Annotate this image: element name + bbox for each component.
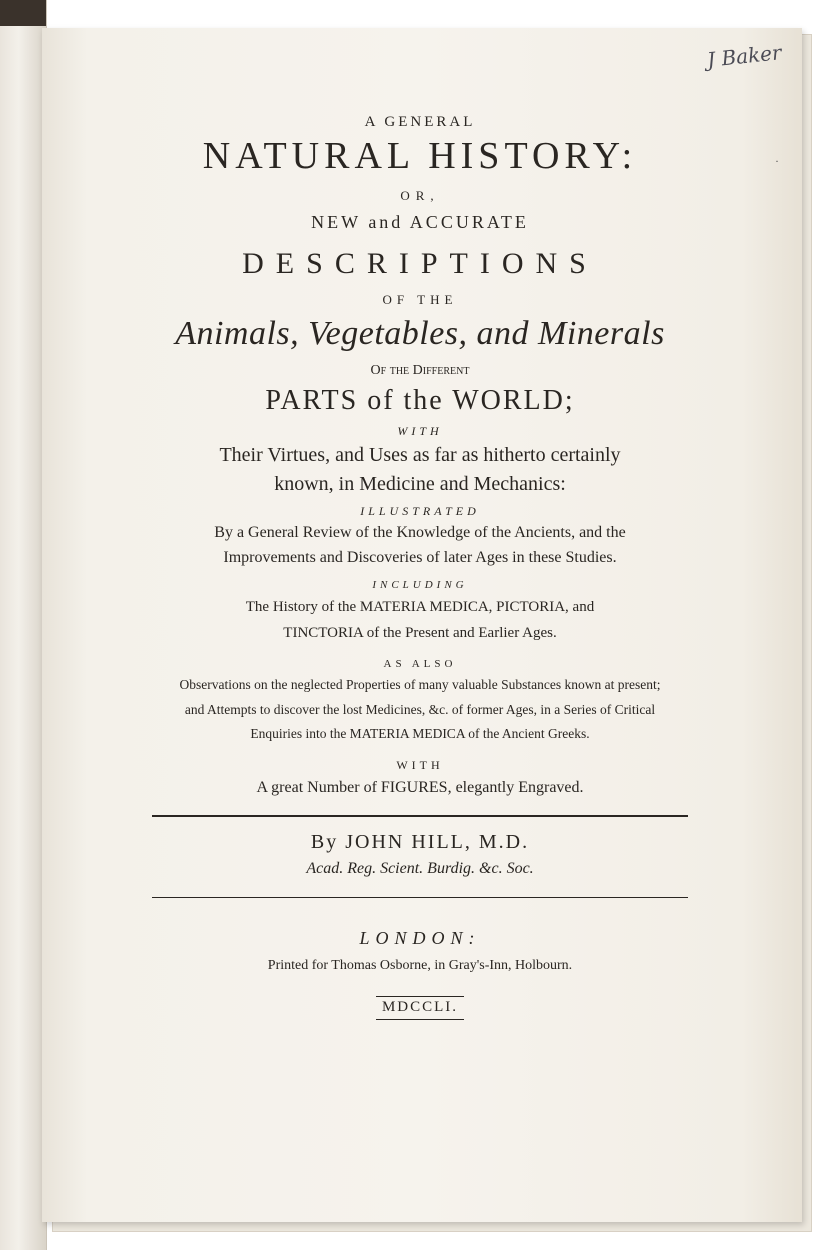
imprint-date: MDCCLI. bbox=[376, 996, 464, 1019]
title-descriptions: DESCRIPTIONS bbox=[242, 246, 598, 280]
academy-line: Acad. Reg. Scient. Burdig. &c. Soc. bbox=[306, 860, 534, 878]
title-of-different: Of the Different bbox=[370, 363, 470, 379]
cover-corner bbox=[0, 0, 46, 26]
history-line-1: The History of the MATERIA MEDICA, PICTORIA, and bbox=[245, 599, 595, 616]
title-as-also: AS ALSO bbox=[383, 657, 457, 670]
main-title: NATURAL HISTORY: bbox=[202, 135, 638, 178]
title-page bbox=[42, 28, 802, 1222]
review-line-1: By a General Review of the Knowledge of the Ancients, and the bbox=[214, 523, 626, 541]
observations-line-2: and Attempts to discover the lost Medicines, &c. of former Ages, in a Series of Critical bbox=[184, 701, 656, 717]
subtitle-a-general: A GENERAL bbox=[364, 114, 476, 130]
page-mark: · bbox=[775, 154, 779, 168]
title-of-the: OF THE bbox=[382, 292, 458, 308]
imprint-london: LONDON: bbox=[359, 927, 481, 948]
title-or: OR, bbox=[400, 187, 440, 203]
rule-bottom bbox=[152, 897, 688, 898]
figures-line: A great Number of FIGURES, elegantly Engraved. bbox=[256, 778, 584, 796]
rule-top bbox=[152, 815, 688, 817]
title-animals: Animals, Vegetables, and Minerals bbox=[175, 315, 665, 352]
author-line: By JOHN HILL, M.D. bbox=[310, 831, 530, 854]
title-new-accurate: NEW and ACCURATE bbox=[311, 211, 529, 232]
handwritten-signature: J Baker bbox=[706, 40, 784, 72]
title-parts-world: PARTS of the WORLD; bbox=[265, 385, 575, 417]
title-with: WITH bbox=[397, 424, 443, 439]
review-line-2: Improvements and Discoveries of later Ages in these Studies. bbox=[223, 548, 617, 566]
book-spine bbox=[0, 0, 47, 1250]
history-line-2: TINCTORIA of the Present and Earlier Ages. bbox=[283, 625, 557, 642]
imprint-printer: Printed for Thomas Osborne, in Gray's-Inn, Holbourn. bbox=[267, 958, 573, 974]
virtues-line-1: Their Virtues, and Uses as far as hitherto certainly bbox=[219, 444, 621, 467]
virtues-line-2: known, in Medicine and Mechanics: bbox=[274, 473, 566, 496]
title-with-2: WITH bbox=[396, 758, 444, 772]
title-illustrated: ILLUSTRATED bbox=[360, 504, 480, 519]
imprint-date-wrap bbox=[100, 996, 740, 1019]
title-including: INCLUDING bbox=[372, 578, 468, 591]
title-block bbox=[100, 108, 740, 1020]
observations-line-3: Enquiries into the MATERIA MEDICA of the Ancient Greeks. bbox=[250, 725, 590, 741]
observations-line-1: Observations on the neglected Properties of many valuable Substances known at present; bbox=[179, 677, 661, 693]
